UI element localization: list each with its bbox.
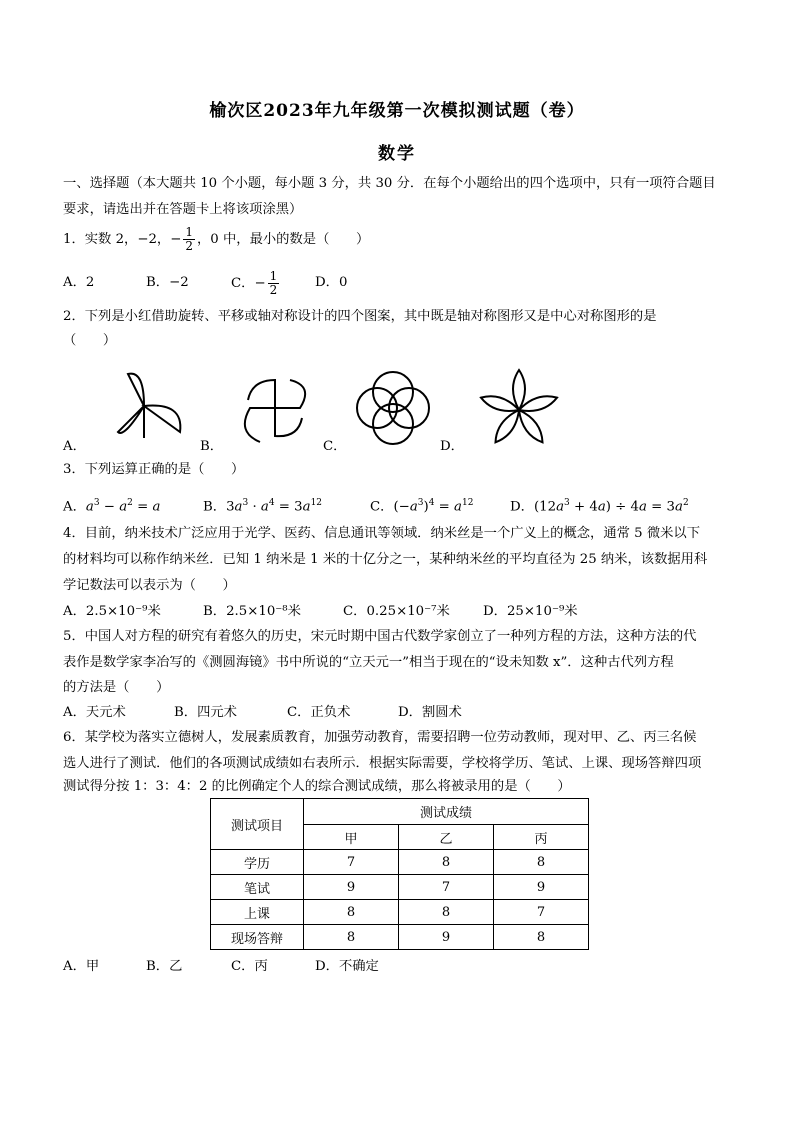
table-row-label: 学历 (211, 850, 304, 875)
table-row-label: 上课 (211, 900, 304, 925)
q2-label-a: A． (63, 439, 86, 454)
exam-title: 榆次区2023年九年级第一次模拟测试题（卷） (209, 101, 585, 121)
table-row (211, 850, 589, 875)
question-4-line3: 学记数法可以表示为（ ） (63, 578, 236, 593)
question-5-line2: 表作是数学家李冶写的《测圆海镜》书中所说的“立天元一”相当于现在的“设未知数 x”．这种古代列方程 (63, 655, 674, 670)
q1-option-c: C．− $\frac{1}{2}$ (231, 269, 278, 297)
q2-label-c: C． (323, 439, 347, 454)
q5-option-b: B．四元术 (174, 705, 237, 720)
q4-option-d: D．25×10⁻⁹米 (483, 604, 578, 619)
subject-title: 数学 (378, 144, 416, 164)
question-6-line2: 选人进行了测试．他们的各项测试成绩如右表所示．根据实际需要，学校将学历、笔试、上课、现场答辩四项 (63, 756, 702, 771)
table-cell: 8 (494, 850, 589, 875)
table-row-label: 笔试 (211, 875, 304, 900)
question-1-stem (63, 226, 743, 253)
q1-option-a: A．2 (63, 275, 95, 290)
q3-option-d: D．$(12a^3 + 4a) \div 4a = 3a^2$ (510, 498, 689, 515)
table-col-header: 丙 (494, 825, 589, 850)
section-instructions-line1: 一、选择题（本大题共 10 个小题，每小题 3 分，共 30 分．在每个小题给出的四个选项中，只有一项符合题目 (63, 176, 716, 191)
q2-figure-c (348, 364, 438, 454)
question-2-line2: （ ） (63, 333, 117, 348)
score-table (210, 798, 589, 950)
table-group-header: 测试成绩 (304, 799, 589, 825)
question-6-line1: 6．某学校为落实立德树人，发展素质教育，加强劳动教育，需要招聘一位劳动教师，现对甲、乙、丙三名候 (63, 730, 697, 745)
table-row-label: 现场答辩 (211, 925, 304, 950)
table-cell: 8 (494, 925, 589, 950)
q2-label-b: B． (200, 439, 224, 454)
q1-option-b: B．−2 (146, 275, 189, 290)
question-4-line1: 4．目前，纳米技术广泛应用于光学、医药、信息通讯等领域．纳米丝是一个广义上的概念，通常 5 微米以下 (63, 526, 701, 541)
q1-stem-a: 1．实数 2，−2，− (63, 232, 182, 247)
question-4-line2: 的材料均可以称作纳米丝．已知 1 纳米是 1 米的十亿分之一，某种纳米丝的平均直径为 25 纳米，该数据用科 (63, 552, 708, 567)
q1-stem-b: ，0 中，最小的数是（ ） (197, 232, 370, 247)
q2-figure-d (474, 364, 564, 454)
table-cell: 7 (399, 875, 494, 900)
q5-option-d: D．割圆术 (398, 705, 462, 720)
q6-option-d: D．不确定 (315, 959, 379, 974)
q5-option-a: A．天元术 (63, 705, 126, 720)
table-row (211, 900, 589, 925)
question-2-line1: 2．下列是小红借助旋转、平移或轴对称设计的四个图案，其中既是轴对称图形又是中心对称图形的是 (63, 309, 657, 324)
table-cell: 8 (399, 900, 494, 925)
q6-option-b: B．乙 (146, 959, 183, 974)
table-row (211, 925, 589, 950)
q5-option-c: C．正负术 (287, 705, 351, 720)
q6-option-a: A．甲 (63, 959, 100, 974)
question-5-line1: 5．中国人对方程的研究有着悠久的历史，宋元时期中国古代数学家创立了一种列方程的方法，这种方法的代 (63, 629, 697, 644)
table-cell: 7 (494, 900, 589, 925)
table-row (211, 875, 589, 900)
question-3-stem: 3．下列运算正确的是（ ） (63, 462, 245, 477)
q3-option-a: A．$a^3 - a^2 = a$ (63, 498, 161, 515)
table-cell: 9 (494, 875, 589, 900)
table-cell: 9 (304, 875, 399, 900)
q4-option-a: A．2.5×10⁻⁹米 (63, 604, 161, 619)
q4-option-c: C．0.25×10⁻⁷米 (343, 604, 450, 619)
q1-fraction: $\frac{1}{2}$ (185, 225, 194, 253)
table-cell: 7 (304, 850, 399, 875)
q6-option-c: C．丙 (231, 959, 268, 974)
table-cell: 8 (399, 850, 494, 875)
table-cell: 9 (399, 925, 494, 950)
table-col-header: 甲 (304, 825, 399, 850)
q1-option-d: D．0 (315, 275, 348, 290)
q3-option-b: B．$3a^3 \cdot a^4 = 3a^{12}$ (203, 498, 323, 515)
question-6-line3: 测试得分按 1：3：4：2 的比例确定个人的综合测试成绩，那么将被录用的是（ ） (63, 779, 571, 794)
table-corner-header: 测试项目 (211, 799, 304, 850)
q3-option-c: C．$(-a^3)^4 = a^{12}$ (370, 498, 474, 515)
question-5-line3: 的方法是（ ） (63, 680, 170, 695)
q2-figure-b (230, 366, 320, 456)
q4-option-b: B．2.5×10⁻⁸米 (203, 604, 301, 619)
section-instructions-line2: 要求，请选出并在答题卡上将该项涂黑） (63, 202, 303, 217)
table-cell: 8 (304, 925, 399, 950)
q2-figure-a (110, 366, 190, 446)
q2-label-d: D． (440, 439, 464, 454)
table-col-header: 乙 (399, 825, 494, 850)
table-cell: 8 (304, 900, 399, 925)
